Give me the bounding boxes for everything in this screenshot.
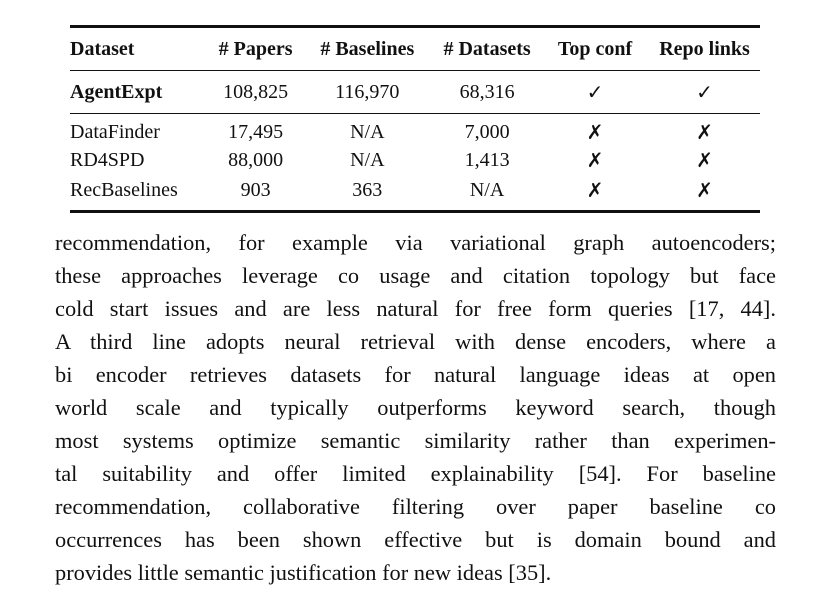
check-icon: ✓ xyxy=(696,81,713,104)
text-line: cold start issues and are less natural for free form queries [17, 44]. xyxy=(55,296,776,321)
cell: AgentExpt xyxy=(70,80,163,103)
cell: N/A xyxy=(350,148,385,171)
cell: 363 xyxy=(352,178,383,201)
cell: 17,495 xyxy=(228,121,284,143)
cell: 88,000 xyxy=(228,148,284,171)
table-row xyxy=(70,175,760,211)
text-line: bi encoder retrieves datasets for natural language ideas at open xyxy=(55,362,776,387)
cell: 68,316 xyxy=(459,80,515,103)
cell: 903 xyxy=(240,178,271,201)
text-line: recommendation, collaborative filtering over paper baseline co xyxy=(55,494,776,519)
cell: 116,970 xyxy=(335,80,400,103)
table-header-row xyxy=(70,27,760,71)
header-baselines: # Baselines xyxy=(320,37,415,60)
text-line: these approaches leverage co usage and citation topology but face xyxy=(55,263,776,288)
cross-icon: ✗ xyxy=(696,149,713,172)
table-row xyxy=(70,145,760,175)
cross-icon: ✗ xyxy=(586,179,604,202)
cell: 7,000 xyxy=(464,121,510,143)
table-row xyxy=(70,114,760,146)
cell: RD4SPD xyxy=(70,148,145,171)
cell: DataFinder xyxy=(70,121,160,143)
cross-icon: ✗ xyxy=(696,179,713,202)
header-repo-links: Repo links xyxy=(659,37,750,60)
cell: N/A xyxy=(350,121,385,143)
check-icon: ✓ xyxy=(586,81,604,104)
text-line: most systems optimize semantic similarity rather than experimen- xyxy=(55,428,776,453)
dataset-comparison-table xyxy=(70,25,760,213)
cell: N/A xyxy=(469,178,505,201)
cross-icon: ✗ xyxy=(586,149,604,172)
body-paragraph xyxy=(55,226,776,589)
header-papers: # Papers xyxy=(218,37,293,60)
table-row xyxy=(70,71,760,114)
cell: 108,825 xyxy=(223,80,289,103)
header-top-conf: Top conf xyxy=(557,37,633,60)
header-datasets: # Datasets xyxy=(443,37,531,60)
text-line: tal suitability and offer limited explainability [54]. For baseline xyxy=(55,461,776,486)
text-line: provides little semantic justification for new ideas [35]. xyxy=(55,560,552,585)
text-line: A third line adopts neural retrieval with dense encoders, where a xyxy=(55,329,776,354)
text-line: world scale and typically outperforms keyword search, though xyxy=(55,395,776,420)
cell: RecBaselines xyxy=(70,178,178,201)
text-line: occurrences has been shown effective but is domain bound and xyxy=(55,527,776,552)
text-line: recommendation, for example via variational graph autoencoders; xyxy=(55,230,776,255)
cross-icon: ✗ xyxy=(586,122,604,144)
header-dataset: Dataset xyxy=(70,37,135,60)
cell: 1,413 xyxy=(464,148,510,171)
cross-icon: ✗ xyxy=(696,122,713,144)
